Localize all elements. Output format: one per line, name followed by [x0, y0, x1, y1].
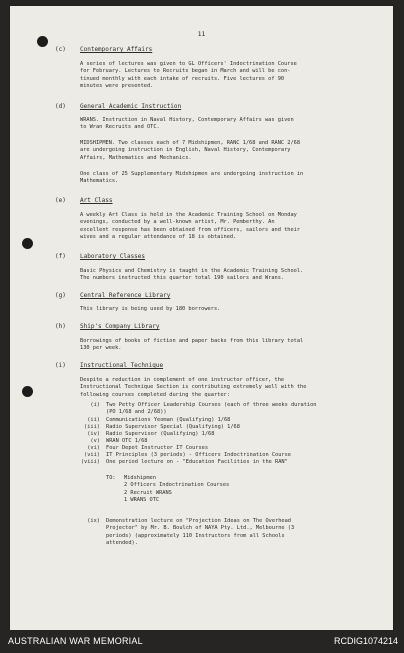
section-label: (c) — [55, 46, 66, 53]
list-item: Four Depot Instructor IT Courses — [106, 445, 209, 451]
paragraph: Despite a reduction in complement of one instructor officer, the Instructional Technique Section is contributing extremely well with the following courses completed during the quarter: — [80, 377, 307, 398]
paragraph: MIDSHIPMEN. Two classes each of 7 Midshipmen, RANC 1/68 and RANC 2/68 are undergoing instruction in English, Naval History, Contemporary Affairs, Mathematics and Mechanics. — [80, 140, 301, 161]
section-label: (e) — [55, 197, 66, 204]
list-item: One period lecture on - "Education Facilities in the RAN" — [106, 459, 288, 465]
list-number: (viii) — [80, 459, 100, 465]
punch-hole — [22, 238, 33, 249]
section-label: (d) — [55, 103, 66, 110]
section-label: (i) — [55, 362, 66, 369]
section-heading: General Academic Instruction — [80, 103, 182, 110]
section-heading: Contemporary Affairs — [80, 46, 153, 53]
section-label: (f) — [55, 253, 66, 260]
list-number: (i) — [90, 402, 100, 408]
list-number: (ix) — [87, 518, 100, 524]
section-heading: Laboratory Classes — [80, 253, 146, 260]
list-number: (vi) — [87, 445, 100, 451]
list-number: (iii) — [84, 424, 100, 430]
list-item: Communications Yeoman (Qualifying) 1/68 — [106, 417, 231, 423]
list-item: Demonstration lecture on "Projection Ideas on The Overhead Projector" by Mr. B. Boulch of NAYA Pty. Ltd., Melbourne (3 periods) (approximately 110 Instructors from all Schools attended). — [106, 518, 295, 546]
paragraph: Borrowings of books of fiction and paper backs from this library total 130 per week. — [80, 338, 304, 352]
section-label: (g) — [55, 292, 66, 299]
list-number: (v) — [90, 438, 100, 444]
list-number: (ii) — [87, 417, 100, 423]
paragraph: Basic Physics and Chemistry is taught in the Academic Training School. The numbers instructed this quarter total 190 sailors and Wrans. — [80, 268, 304, 282]
paragraph: One class of 25 Supplementary Midshipmen are undergoing instruction in Mathematics. — [80, 171, 304, 185]
punch-hole — [22, 386, 33, 397]
recipients-intro: TO: — [106, 475, 116, 481]
list-item: IT Principles (3 periods) - Officers Indoctrination Course — [106, 452, 291, 458]
recipients-list: Midshipmen 2 Officers Indoctrination Courses 2 Recruit WRANS 1 WRANS OTC — [124, 475, 230, 503]
archive-footer — [0, 630, 404, 653]
section-heading: Ship's Company Library — [80, 323, 160, 330]
footer-record-id: RCDIG1074214 — [333, 636, 398, 646]
paragraph: A weekly Art Class is held in the Academic Training School on Monday evenings, conducted by a well-known artist, Mr. Pemberthy. An excellent response has been obtained from officers, sailors and their wives and a regular attendance of 18 is obtained. — [80, 212, 301, 240]
section-heading: Instructional Technique — [80, 362, 164, 369]
paragraph: This library is being used by 180 borrowers. — [80, 306, 221, 312]
paragraph: A series of lectures was given to GL Officers' Indoctrination Course for February. Lectures to Recruits began in March and will be con- tinued monthly with each intake of recruits. Five lectures of 90 minutes were presented. — [80, 61, 297, 89]
list-item: Radio Supervisor (Qualifying) 1/68 — [106, 431, 215, 437]
page-number: 11 — [197, 30, 206, 38]
paragraph: WRANS. Instruction in Naval History, Contemporary Affairs was given to Wran Recruits and OTC. — [80, 117, 294, 131]
list-item: WRAN OTC 1/68 — [106, 438, 148, 444]
document-page — [10, 6, 393, 630]
section-heading: Art Class — [80, 197, 113, 204]
list-number: (vii) — [84, 452, 100, 458]
section-label: (h) — [55, 323, 66, 330]
footer-institution: AUSTRALIAN WAR MEMORIAL — [8, 636, 143, 646]
list-number: (iv) — [87, 431, 100, 437]
list-item: Two Petty Officer Leadership Courses (each of three weeks duration (PO 1/68 and 2/68)) — [106, 402, 317, 416]
section-heading: Central Reference Library — [80, 292, 171, 299]
list-item: Radio Supervisor Special (Qualifying) 1/68 — [106, 424, 240, 430]
